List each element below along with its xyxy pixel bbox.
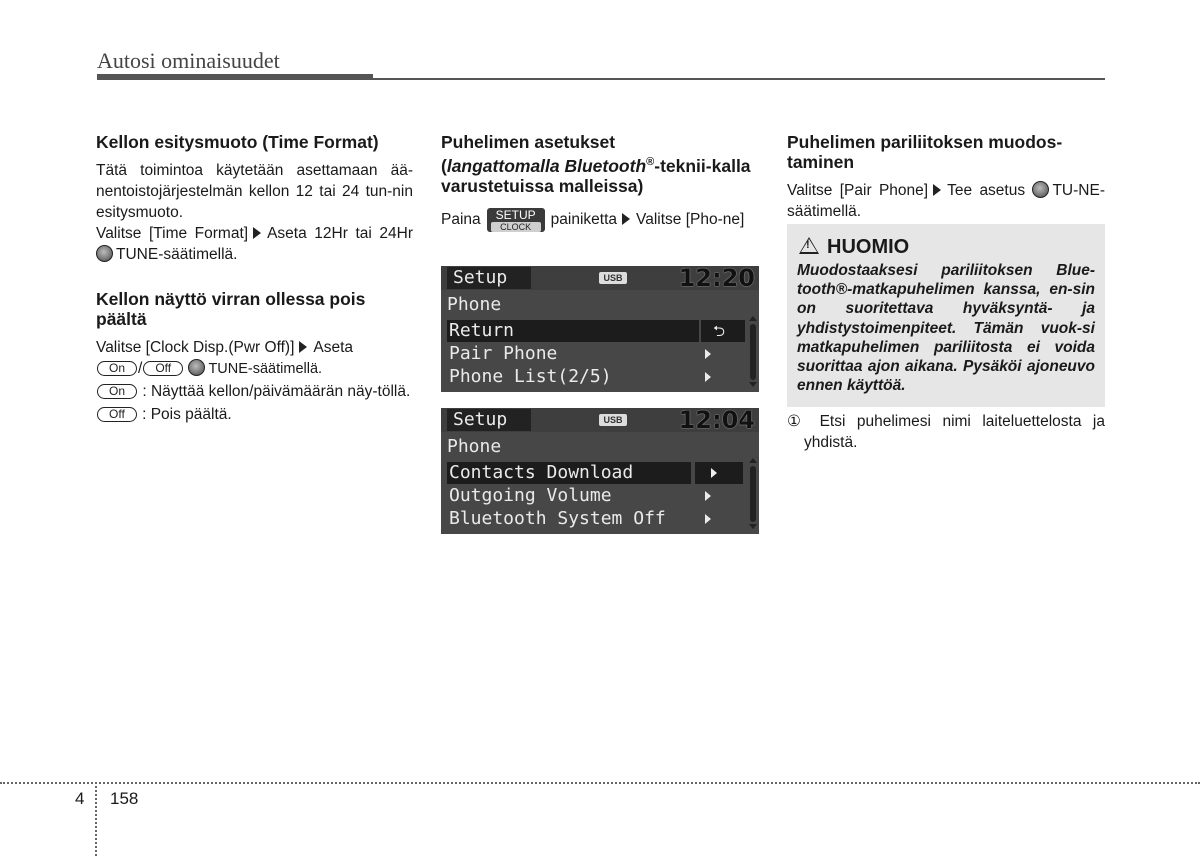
phone-settings-instruction (441, 208, 759, 232)
screen-tab: Setup (447, 267, 531, 289)
arrow-right-icon (299, 341, 307, 353)
instruction-select: Valitse [Time Format] (96, 225, 249, 242)
screen-section-title: Phone (447, 436, 502, 457)
instruction-tune: TU-NE-säätimellä. (787, 182, 1105, 220)
instruction-button: painiketta (550, 210, 618, 228)
instruction-set: Aseta 12Hr tai 24Hr (267, 225, 413, 242)
off-button-icon: Off (143, 361, 183, 376)
menu-row-label: Pair Phone (449, 343, 558, 364)
caution-body: Muodostaaksesi pariliitoksen Blue-tooth®-matkapuhelimen kanssa, en-sin on suoritettava hyväksyntä- ja yhdistystoimenpiteet. Tämän vuok-si matkapuhelimen pariliitosta ei voida suorittaa ajon aikana. Pysäköi ajoneuvo ennen käyttöä. (797, 262, 1095, 395)
clock-label: CLOCK (491, 222, 541, 232)
menu-row-contacts-action (693, 462, 743, 484)
menu-row-return (447, 320, 699, 342)
instruction-select: Valitse [Clock Disp.(Pwr Off)] (96, 339, 295, 356)
instruction-select-phone: Valitse [Pho-ne] (636, 210, 745, 228)
tune-knob-icon (188, 359, 205, 376)
column-time-format (96, 132, 413, 425)
on-button-icon: On (97, 384, 137, 399)
chapter-number: 4 (75, 789, 85, 808)
arrow-box (695, 462, 743, 484)
scrollbar (750, 466, 756, 522)
caution-box (787, 224, 1105, 407)
time-format-instruction (96, 223, 413, 265)
menu-row-bluetooth-off (447, 508, 737, 530)
instruction-set: Tee asetus (947, 182, 1026, 199)
heading-clock-display: Kellon näyttö virran ollessa pois päältä (96, 289, 366, 329)
chevron-right-icon (705, 372, 711, 382)
screen-clock: 12:04 (678, 406, 755, 434)
menu-row-pair-phone (447, 343, 737, 365)
scroll-up-icon (749, 316, 757, 321)
on-option-description (96, 381, 413, 402)
page-header-title: Autosi ominaisuudet (97, 48, 280, 73)
scroll-down-icon (749, 524, 757, 529)
slash-separator: / (138, 360, 143, 377)
off-option-description (96, 404, 413, 425)
menu-row-return-action (699, 320, 745, 342)
chevron-right-icon (705, 514, 711, 524)
heading-phone-settings (441, 132, 759, 196)
usb-icon: USB (599, 414, 627, 426)
scrollbar (750, 324, 756, 380)
on-description-text: : Näyttää kellon/päivämäärän näy-töllä. (142, 383, 411, 400)
instruction-tune: TUNE-säätimellä. (208, 361, 323, 377)
menu-row-outgoing-volume (447, 485, 737, 507)
open-paren: ( (441, 155, 447, 176)
arrow-right-icon (933, 184, 941, 196)
header-rule-thick (97, 74, 373, 80)
off-description-text: : Pois päältä. (142, 406, 232, 423)
header-rule-thin (373, 78, 1105, 80)
menu-row-contacts-download (447, 462, 691, 484)
note-number: ① (787, 413, 809, 430)
caution-title-text: HUOMIO (827, 236, 910, 258)
heading-time-format: Kellon esitysmuoto (Time Format) (96, 132, 379, 152)
heading-line-3: -teknii-kalla varustetuissa malleissa) (441, 155, 751, 196)
heading-line-1: Puhelimen asetukset (441, 132, 616, 152)
heading-bluetooth: langattomalla Bluetooth (446, 155, 647, 176)
footer-divider (0, 782, 1200, 784)
setup-label: SETUP (495, 207, 536, 222)
footer-vertical-divider (95, 782, 97, 856)
instruction-tune: TUNE-säätimellä. (116, 246, 238, 263)
registered-mark: ® (646, 156, 655, 168)
chevron-right-icon (705, 491, 711, 501)
menu-row-phone-list (447, 366, 737, 388)
setup-screen-2 (441, 408, 759, 534)
return-icon: ⮌ (713, 322, 726, 340)
tune-knob-icon (1032, 181, 1049, 198)
menu-row-label: Contacts Download (449, 462, 634, 483)
pair-phone-instruction (787, 180, 1105, 222)
instruction-set: Aseta (313, 339, 354, 356)
column-phone-settings (441, 132, 759, 232)
instruction-press: Paina (441, 210, 481, 228)
menu-row-label: Return (449, 320, 515, 341)
page-number: 158 (110, 789, 139, 808)
chevron-right-icon (711, 468, 717, 478)
menu-row-label: Phone List(2/5) (449, 366, 612, 387)
note-paragraph (787, 411, 1105, 453)
arrow-right-icon (622, 213, 630, 225)
setup-screen-1 (441, 266, 759, 392)
note-text: Etsi puhelimesi nimi laiteluettelosta ja yhdistä. (804, 413, 1105, 451)
chevron-right-icon (705, 349, 711, 359)
scroll-down-icon (749, 382, 757, 387)
screen-clock: 12:20 (678, 264, 755, 292)
setup-clock-button-icon (487, 208, 545, 232)
back-box (701, 320, 745, 342)
instruction-select: Valitse [Pair Phone] (787, 182, 929, 199)
tune-knob-icon (96, 245, 113, 262)
clock-display-instruction (96, 337, 413, 380)
arrow-right-icon (253, 227, 261, 239)
usb-icon: USB (599, 272, 627, 284)
numbered-note (787, 411, 1105, 453)
caution-title (799, 236, 909, 259)
screen-section-title: Phone (447, 294, 502, 315)
column-pair-phone (787, 132, 1105, 222)
scroll-up-icon (749, 458, 757, 463)
off-button-icon: Off (97, 407, 137, 422)
menu-row-label: Bluetooth System Off (449, 508, 666, 529)
heading-pair-phone: Puhelimen pariliitoksen muodos-taminen (787, 132, 1063, 172)
time-format-description: Tätä toimintoa käytetään asettamaan ää-nentoistojärjestelmän kellon 12 tai 24 tun-nin esitysmuoto. (96, 162, 413, 221)
warning-icon (799, 237, 819, 254)
on-button-icon: On (97, 361, 137, 376)
menu-row-label: Outgoing Volume (449, 485, 612, 506)
screen-tab: Setup (447, 409, 531, 431)
